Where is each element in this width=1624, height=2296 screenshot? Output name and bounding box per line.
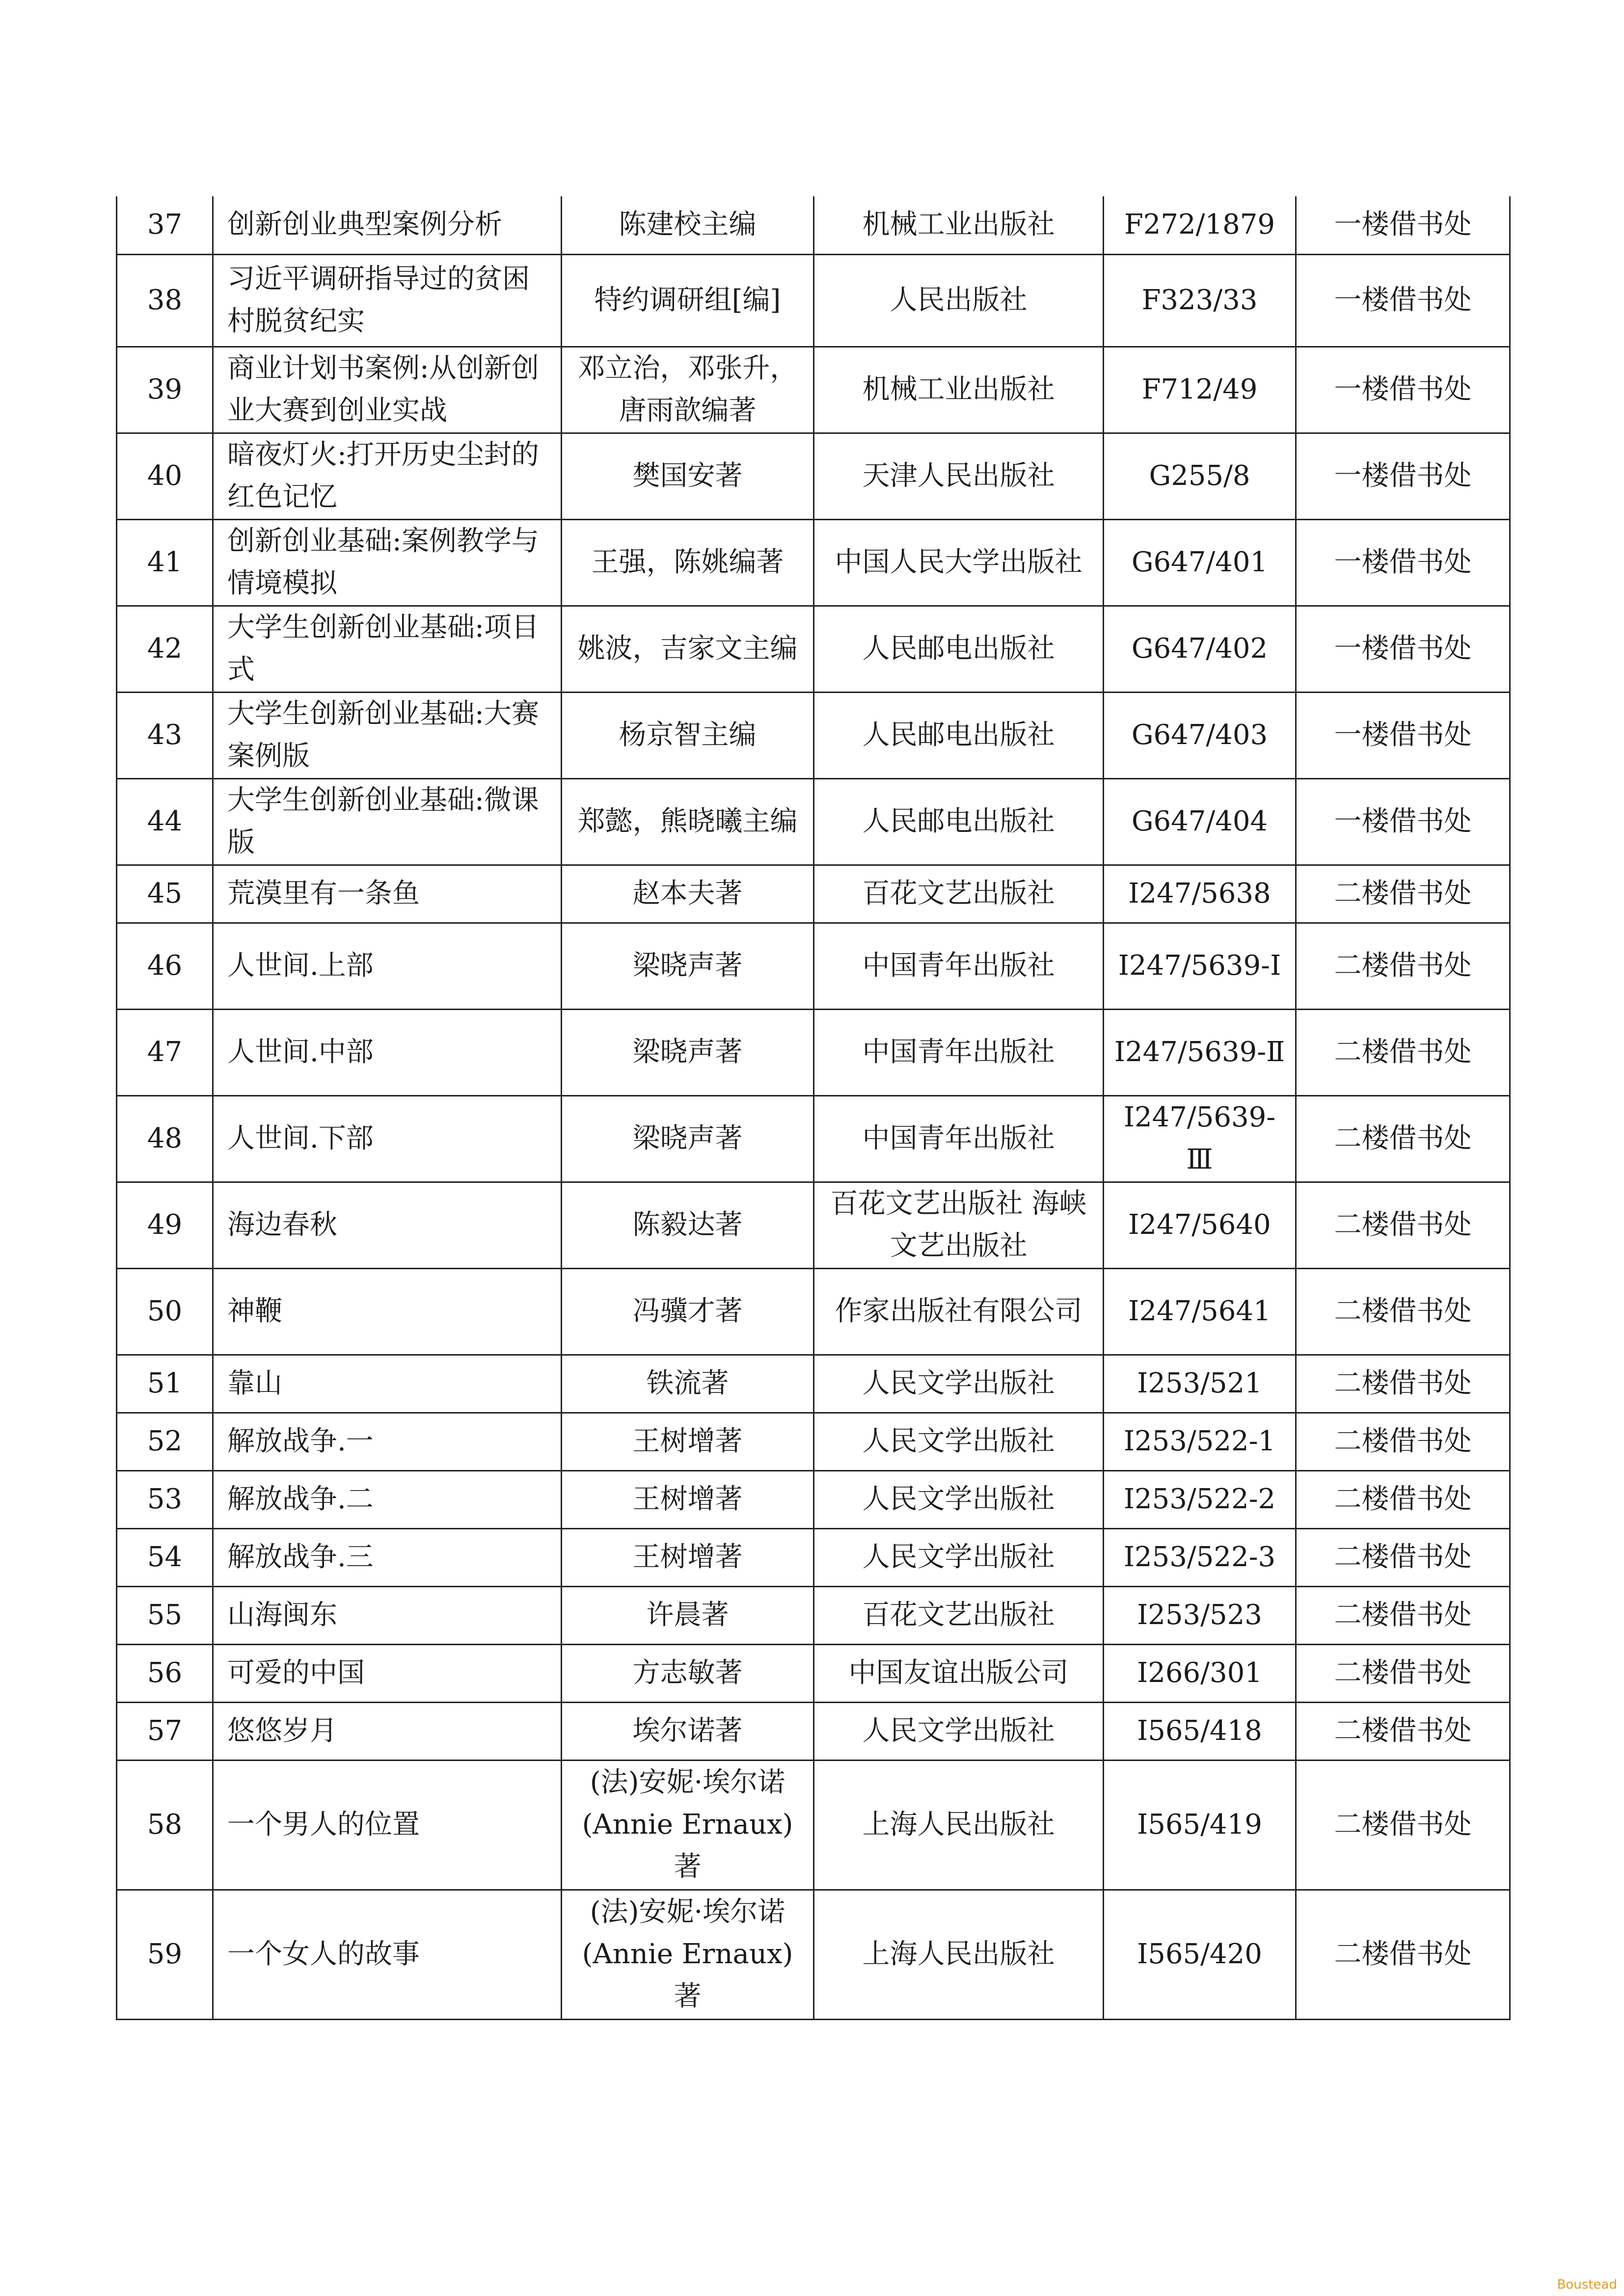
cell-location: 二楼借书处 <box>1296 1182 1510 1268</box>
cell-call-number: I565/418 <box>1104 1702 1296 1760</box>
table-row <box>117 347 1510 433</box>
table-row <box>117 1355 1510 1413</box>
cell-author: 梁晓声著 <box>562 1009 814 1095</box>
cell-publisher: 人民文学出版社 <box>814 1413 1104 1470</box>
cell-number: 57 <box>117 1702 213 1760</box>
table-row <box>117 1182 1510 1268</box>
cell-publisher: 人民邮电出版社 <box>814 606 1104 692</box>
cell-publisher: 中国友谊出版公司 <box>814 1644 1104 1702</box>
cell-call-number: F323/33 <box>1104 254 1296 347</box>
cell-call-number: I253/522-3 <box>1104 1528 1296 1586</box>
cell-call-number: G647/404 <box>1104 778 1296 865</box>
cell-call-number: I253/521 <box>1104 1355 1296 1413</box>
cell-location: 二楼借书处 <box>1296 1268 1510 1355</box>
cell-publisher: 作家出版社有限公司 <box>814 1268 1104 1355</box>
book-list-body <box>117 196 1510 2019</box>
cell-number: 59 <box>117 1890 213 2019</box>
cell-author: (法)安妮·埃尔诺(Annie Ernaux)著 <box>562 1890 814 2019</box>
cell-title: 大学生创新创业基础:大赛案例版 <box>213 692 562 778</box>
cell-number: 46 <box>117 923 213 1009</box>
cell-location: 二楼借书处 <box>1296 1355 1510 1413</box>
cell-call-number: I247/5638 <box>1104 865 1296 923</box>
cell-location: 二楼借书处 <box>1296 1009 1510 1095</box>
cell-title: 悠悠岁月 <box>213 1702 562 1760</box>
cell-author: 王强，陈姚编著 <box>562 519 814 606</box>
cell-call-number: I247/5639-Ⅱ <box>1104 1009 1296 1095</box>
cell-number: 44 <box>117 778 213 865</box>
cell-location: 二楼借书处 <box>1296 1586 1510 1644</box>
cell-call-number: G647/401 <box>1104 519 1296 606</box>
table-row <box>117 692 1510 778</box>
cell-title: 解放战争.三 <box>213 1528 562 1586</box>
table-row <box>117 254 1510 347</box>
cell-call-number: G647/403 <box>1104 692 1296 778</box>
cell-location: 二楼借书处 <box>1296 1644 1510 1702</box>
cell-author: 方志敏著 <box>562 1644 814 1702</box>
cell-title: 海边春秋 <box>213 1182 562 1268</box>
cell-title: 荒漠里有一条鱼 <box>213 865 562 923</box>
cell-author: 冯骥才著 <box>562 1268 814 1355</box>
cell-author: 赵本夫著 <box>562 865 814 923</box>
watermark-text: Boustead <box>1557 2277 1617 2292</box>
cell-publisher: 百花文艺出版社 海峡文艺出版社 <box>814 1182 1104 1268</box>
cell-call-number: G647/402 <box>1104 606 1296 692</box>
cell-location: 一楼借书处 <box>1296 196 1510 254</box>
cell-location: 一楼借书处 <box>1296 519 1510 606</box>
cell-location: 二楼借书处 <box>1296 1095 1510 1182</box>
cell-author: 梁晓声著 <box>562 923 814 1009</box>
cell-call-number: I253/522-2 <box>1104 1470 1296 1528</box>
cell-publisher: 天津人民出版社 <box>814 433 1104 519</box>
cell-title: 暗夜灯火:打开历史尘封的红色记忆 <box>213 433 562 519</box>
cell-call-number: F272/1879 <box>1104 196 1296 254</box>
cell-call-number: I247/5640 <box>1104 1182 1296 1268</box>
cell-number: 51 <box>117 1355 213 1413</box>
cell-author: 杨京智主编 <box>562 692 814 778</box>
cell-publisher: 中国人民大学出版社 <box>814 519 1104 606</box>
cell-publisher: 中国青年出版社 <box>814 1009 1104 1095</box>
cell-location: 二楼借书处 <box>1296 1702 1510 1760</box>
cell-publisher: 中国青年出版社 <box>814 1095 1104 1182</box>
cell-title: 创新创业基础:案例教学与情境模拟 <box>213 519 562 606</box>
cell-number: 56 <box>117 1644 213 1702</box>
cell-author: 陈毅达著 <box>562 1182 814 1268</box>
table-row <box>117 196 1510 254</box>
cell-location: 一楼借书处 <box>1296 692 1510 778</box>
cell-publisher: 机械工业出版社 <box>814 347 1104 433</box>
cell-number: 48 <box>117 1095 213 1182</box>
cell-title: 山海闽东 <box>213 1586 562 1644</box>
cell-author: 王树增著 <box>562 1413 814 1470</box>
cell-title: 创新创业典型案例分析 <box>213 196 562 254</box>
cell-call-number: F712/49 <box>1104 347 1296 433</box>
cell-publisher: 人民文学出版社 <box>814 1470 1104 1528</box>
cell-number: 49 <box>117 1182 213 1268</box>
table-row <box>117 865 1510 923</box>
cell-call-number: G255/8 <box>1104 433 1296 519</box>
cell-number: 37 <box>117 196 213 254</box>
cell-number: 45 <box>117 865 213 923</box>
cell-author: 许晨著 <box>562 1586 814 1644</box>
cell-location: 二楼借书处 <box>1296 1528 1510 1586</box>
cell-title: 人世间.上部 <box>213 923 562 1009</box>
table-row <box>117 1890 1510 2019</box>
cell-publisher: 人民文学出版社 <box>814 1702 1104 1760</box>
table-row <box>117 778 1510 865</box>
cell-number: 58 <box>117 1760 213 1890</box>
cell-publisher: 人民邮电出版社 <box>814 778 1104 865</box>
cell-location: 二楼借书处 <box>1296 923 1510 1009</box>
cell-publisher: 机械工业出版社 <box>814 196 1104 254</box>
cell-number: 54 <box>117 1528 213 1586</box>
table-row <box>117 1760 1510 1890</box>
cell-title: 大学生创新创业基础:微课版 <box>213 778 562 865</box>
book-list-table <box>116 196 1511 2020</box>
cell-publisher: 人民邮电出版社 <box>814 692 1104 778</box>
cell-title: 人世间.中部 <box>213 1009 562 1095</box>
cell-publisher: 上海人民出版社 <box>814 1760 1104 1890</box>
cell-number: 38 <box>117 254 213 347</box>
cell-call-number: I565/419 <box>1104 1760 1296 1890</box>
table-row <box>117 519 1510 606</box>
cell-location: 一楼借书处 <box>1296 433 1510 519</box>
cell-location: 一楼借书处 <box>1296 254 1510 347</box>
cell-location: 二楼借书处 <box>1296 1413 1510 1470</box>
table-row <box>117 433 1510 519</box>
cell-author: 埃尔诺著 <box>562 1702 814 1760</box>
cell-title: 人世间.下部 <box>213 1095 562 1182</box>
cell-location: 一楼借书处 <box>1296 347 1510 433</box>
cell-author: 铁流著 <box>562 1355 814 1413</box>
cell-call-number: I565/420 <box>1104 1890 1296 2019</box>
cell-publisher: 上海人民出版社 <box>814 1890 1104 2019</box>
cell-publisher: 百花文艺出版社 <box>814 865 1104 923</box>
cell-publisher: 中国青年出版社 <box>814 923 1104 1009</box>
cell-location: 二楼借书处 <box>1296 865 1510 923</box>
cell-author: 王树增著 <box>562 1470 814 1528</box>
cell-author: 王树增著 <box>562 1528 814 1586</box>
table-row <box>117 1528 1510 1586</box>
cell-number: 55 <box>117 1586 213 1644</box>
cell-number: 53 <box>117 1470 213 1528</box>
cell-publisher: 百花文艺出版社 <box>814 1586 1104 1644</box>
cell-author: 特约调研组[编] <box>562 254 814 347</box>
cell-location: 一楼借书处 <box>1296 778 1510 865</box>
cell-number: 42 <box>117 606 213 692</box>
cell-publisher: 人民文学出版社 <box>814 1355 1104 1413</box>
cell-number: 39 <box>117 347 213 433</box>
cell-number: 40 <box>117 433 213 519</box>
cell-publisher: 人民文学出版社 <box>814 1528 1104 1586</box>
table-row <box>117 1702 1510 1760</box>
table-row <box>117 1413 1510 1470</box>
cell-title: 解放战争.二 <box>213 1470 562 1528</box>
cell-location: 二楼借书处 <box>1296 1890 1510 2019</box>
cell-author: 邓立治，邓张升，唐雨歆编著 <box>562 347 814 433</box>
table-row <box>117 606 1510 692</box>
table-row <box>117 1586 1510 1644</box>
cell-number: 43 <box>117 692 213 778</box>
cell-author: (法)安妮·埃尔诺(Annie Ernaux)著 <box>562 1760 814 1890</box>
cell-author: 姚波，吉家文主编 <box>562 606 814 692</box>
cell-title: 商业计划书案例:从创新创业大赛到创业实战 <box>213 347 562 433</box>
cell-call-number: I247/5639-Ⅰ <box>1104 923 1296 1009</box>
cell-number: 41 <box>117 519 213 606</box>
table-row <box>117 923 1510 1009</box>
cell-call-number: I253/522-1 <box>1104 1413 1296 1470</box>
table-row <box>117 1644 1510 1702</box>
cell-call-number: I266/301 <box>1104 1644 1296 1702</box>
cell-number: 47 <box>117 1009 213 1095</box>
cell-title: 神鞭 <box>213 1268 562 1355</box>
cell-number: 52 <box>117 1413 213 1470</box>
cell-call-number: I247/5639-Ⅲ <box>1104 1095 1296 1182</box>
cell-author: 陈建校主编 <box>562 196 814 254</box>
cell-number: 50 <box>117 1268 213 1355</box>
cell-call-number: I253/523 <box>1104 1586 1296 1644</box>
table-row <box>117 1268 1510 1355</box>
cell-author: 樊国安著 <box>562 433 814 519</box>
cell-location: 二楼借书处 <box>1296 1470 1510 1528</box>
table-row <box>117 1095 1510 1182</box>
cell-title: 大学生创新创业基础:项目式 <box>213 606 562 692</box>
cell-author: 梁晓声著 <box>562 1095 814 1182</box>
cell-location: 一楼借书处 <box>1296 606 1510 692</box>
cell-title: 可爱的中国 <box>213 1644 562 1702</box>
cell-call-number: I247/5641 <box>1104 1268 1296 1355</box>
cell-author: 郑懿，熊晓曦主编 <box>562 778 814 865</box>
cell-title: 习近平调研指导过的贫困村脱贫纪实 <box>213 254 562 347</box>
table-row <box>117 1470 1510 1528</box>
cell-publisher: 人民出版社 <box>814 254 1104 347</box>
cell-location: 二楼借书处 <box>1296 1760 1510 1890</box>
cell-title: 靠山 <box>213 1355 562 1413</box>
cell-title: 一个女人的故事 <box>213 1890 562 2019</box>
cell-title: 一个男人的位置 <box>213 1760 562 1890</box>
cell-title: 解放战争.一 <box>213 1413 562 1470</box>
table-row <box>117 1009 1510 1095</box>
